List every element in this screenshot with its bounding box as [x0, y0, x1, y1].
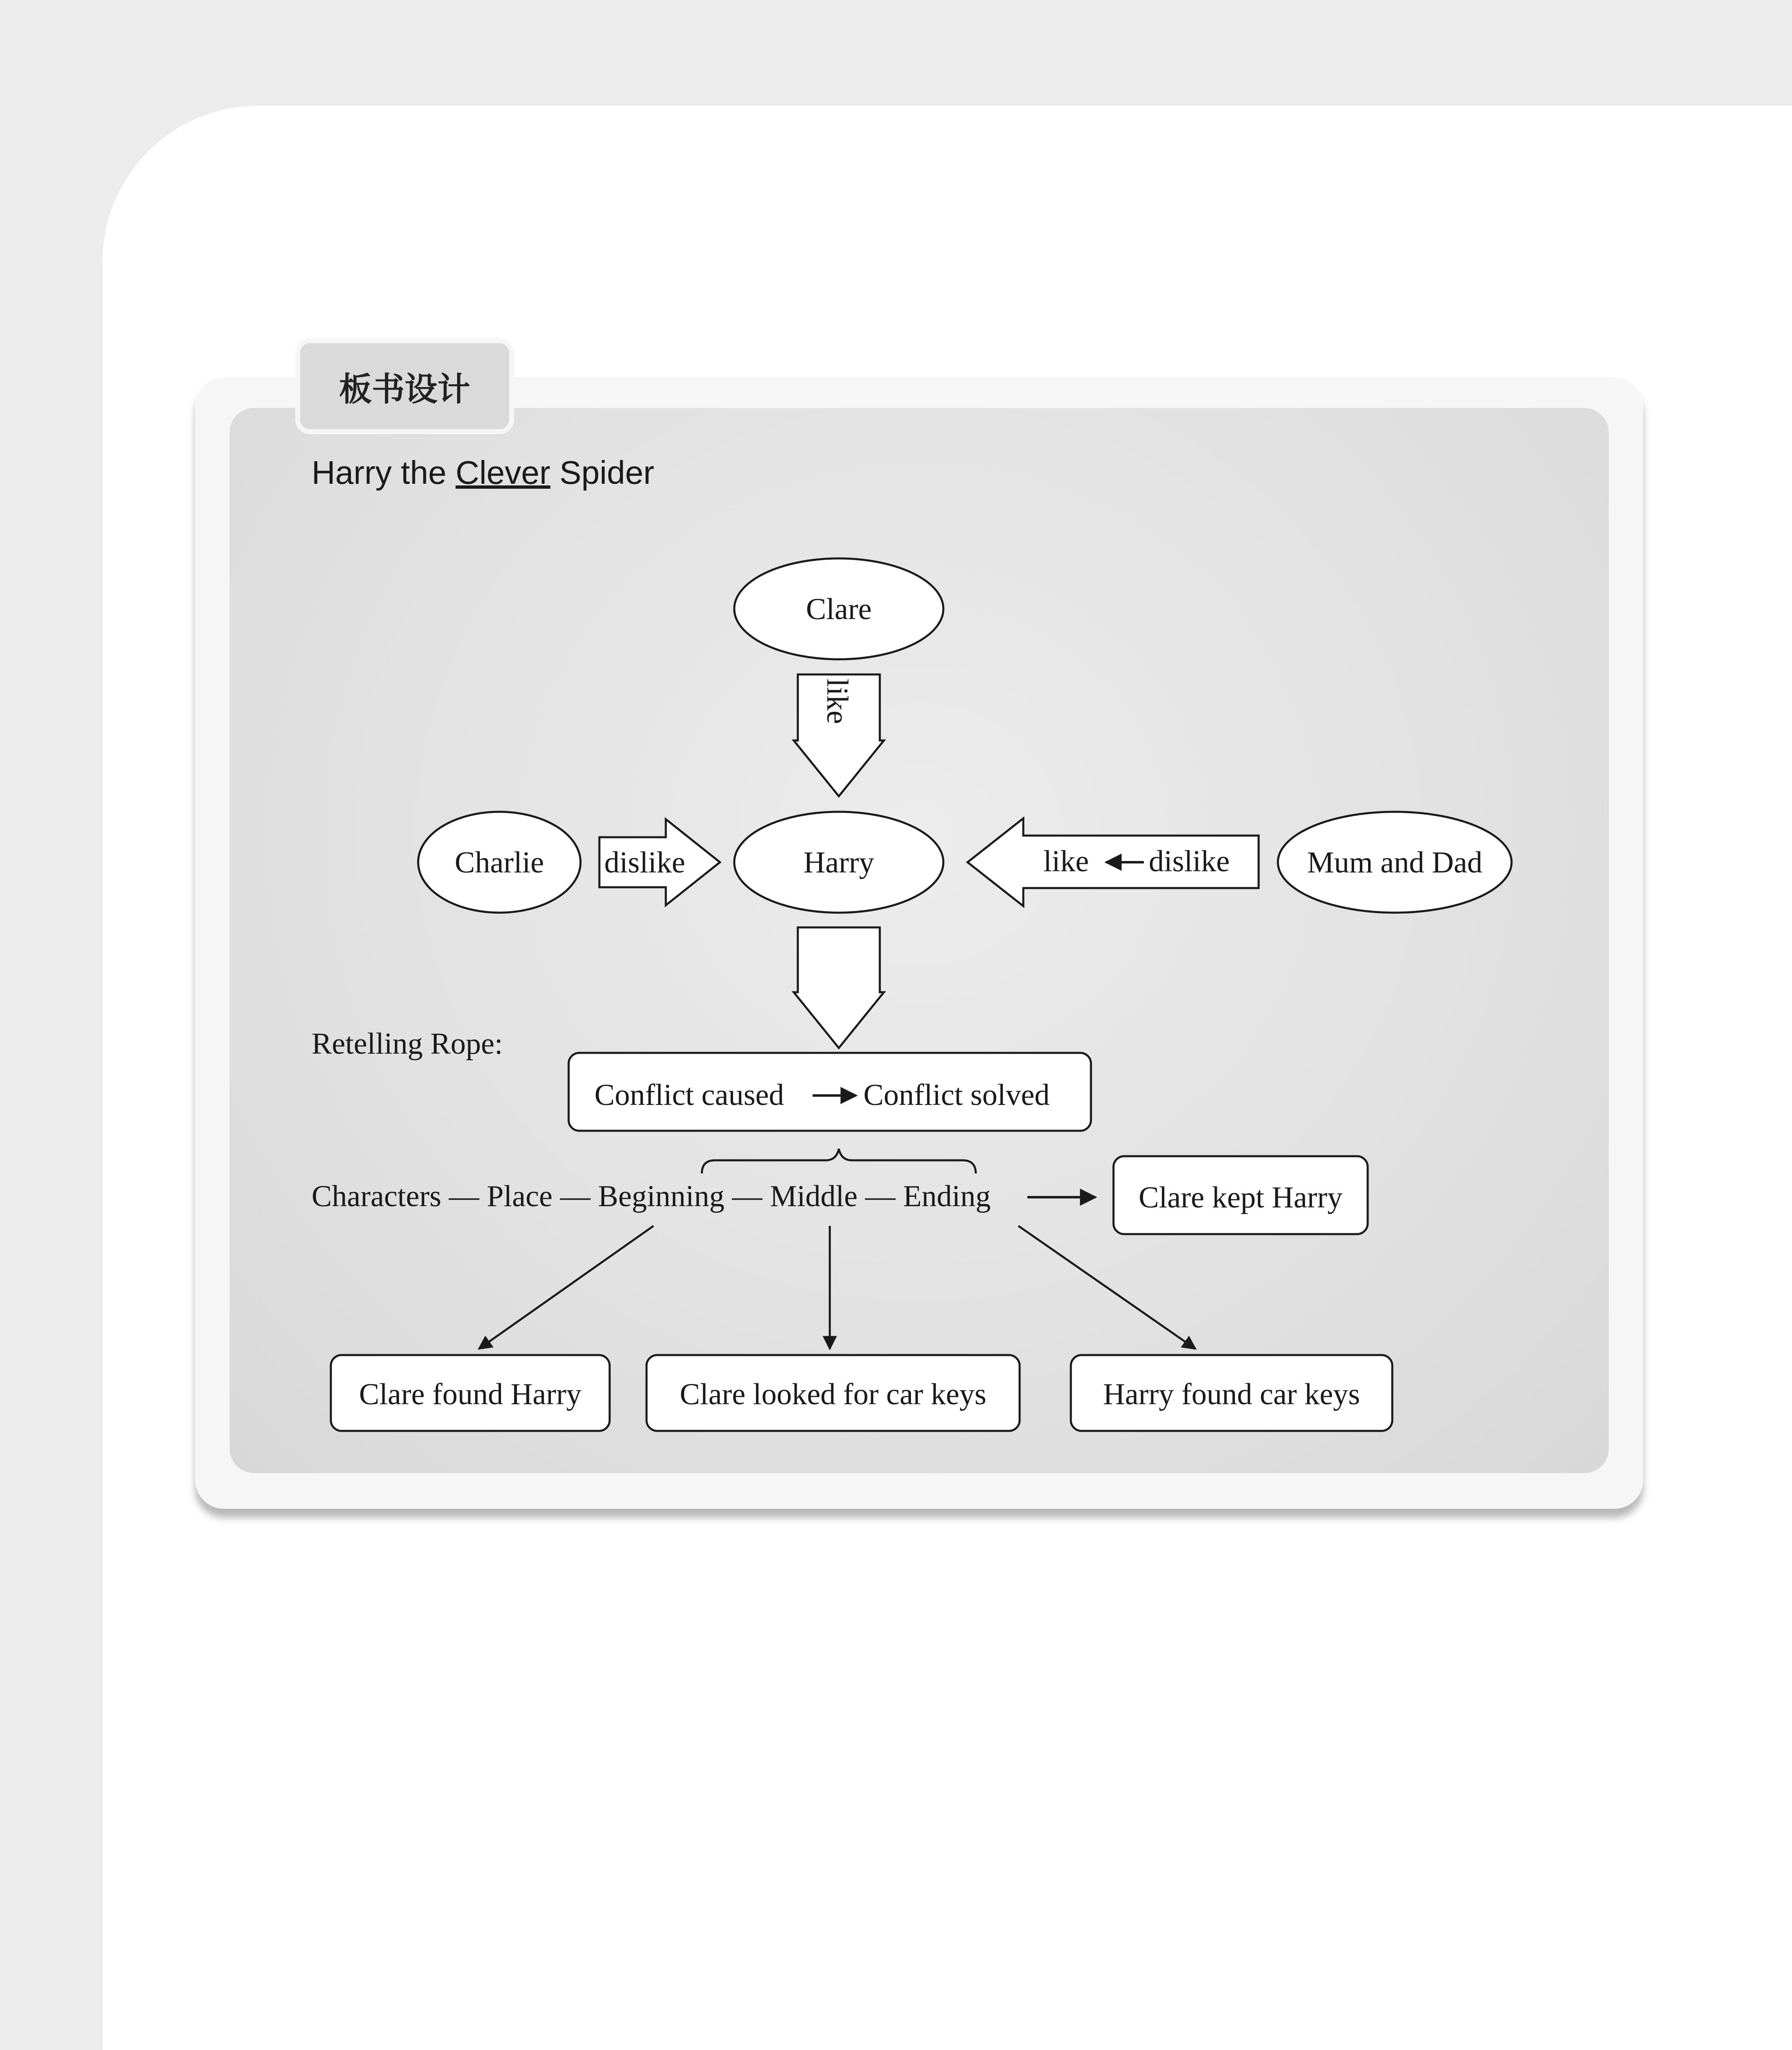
arrow-ending-to-found-keys — [1018, 1226, 1195, 1349]
arrow-harry-to-retelling — [794, 927, 884, 1048]
node-charlie-label: Charlie — [455, 846, 544, 879]
rope-middle: Middle — [770, 1180, 858, 1213]
box-clare-looked-for-keys-text: Clare looked for car keys — [680, 1378, 986, 1411]
conflict-solved-text: Conflict solved — [863, 1078, 1050, 1112]
rope-ending: Ending — [903, 1180, 991, 1213]
node-clare-label: Clare — [806, 592, 872, 626]
conflict-caused-text: Conflict caused — [594, 1078, 784, 1112]
node-mum-and-dad-label: Mum and Dad — [1307, 846, 1482, 879]
rope-characters: Characters — [312, 1180, 442, 1213]
rope-place: Place — [487, 1180, 553, 1213]
arrow-parents-label-like: like — [1043, 845, 1089, 878]
arrow-parents-label-dislike: dislike — [1149, 845, 1230, 878]
brace-beginning-to-ending — [702, 1149, 976, 1173]
retelling-rope-label: Retelling Rope: — [312, 1027, 503, 1061]
section-tab-label: 板书设计 — [339, 370, 470, 408]
arrow-beginning-to-found-harry — [479, 1226, 653, 1349]
box-clare-found-harry-text: Clare found Harry — [359, 1378, 582, 1411]
title-underlined-word: Clever — [455, 454, 551, 491]
board-title: Harry the Clever Spider — [312, 454, 654, 491]
box-clare-kept-harry-text: Clare kept Harry — [1139, 1181, 1343, 1214]
node-harry-label: Harry — [803, 846, 874, 879]
box-harry-found-keys-text: Harry found car keys — [1103, 1378, 1360, 1411]
retelling-rope-sequence: Characters — Place — Beginning — Middle — Ending — [312, 1180, 991, 1213]
rope-beginning: Beginning — [598, 1180, 724, 1213]
arrow-charlie-to-harry-label: dislike — [604, 846, 685, 879]
arrow-clare-to-harry-label: like — [820, 679, 854, 724]
